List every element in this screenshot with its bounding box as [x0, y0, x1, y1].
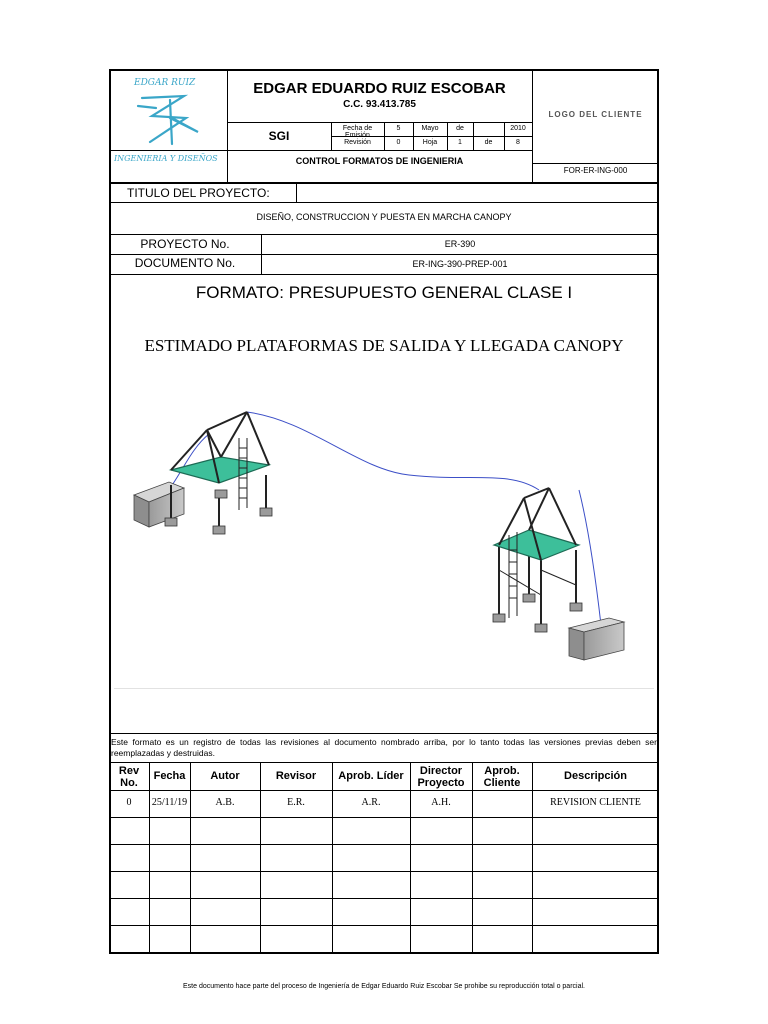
hoja-label: Hoja	[422, 139, 438, 146]
table-row-descripcion: REVISION CLIENTE	[550, 797, 641, 808]
titulo-value: DISEÑO, CONSTRUCCION Y PUESTA EN MARCHA CANOPY	[256, 212, 512, 222]
revision-label: Revisión	[344, 139, 371, 146]
hoja-de: de	[484, 139, 493, 146]
col-header-rev: Rev No.	[118, 765, 140, 789]
table-row-aprob-lider: A.R.	[361, 797, 381, 808]
col-header-aprob-lider: Aprob. Líder	[338, 770, 404, 782]
titulo-label: TITULO DEL PROYECTO:	[127, 186, 270, 200]
col-header-fecha: Fecha	[153, 770, 186, 782]
arrival-platform	[494, 488, 579, 625]
documento-value: ER-ING-390-PREP-001	[412, 259, 508, 269]
fecha-year: 2010	[510, 125, 526, 132]
footer-note: Este documento hace parte del proceso de Ingeniería de Edgar Eduardo Ruiz Escobar Se prohibe su reproducción total o parcial.	[183, 983, 585, 990]
logo-line1: EDGAR RUIZ	[134, 78, 196, 88]
table-row-fecha: 25/11/19	[151, 797, 188, 808]
col-header-descripcion: Descripción	[564, 770, 627, 782]
fecha-month: Mayo	[421, 125, 439, 132]
table-row-revisor: E.R.	[287, 797, 305, 808]
arrival-footings	[493, 594, 582, 632]
client-logo-placeholder: LOGO DEL CLIENTE	[548, 110, 643, 119]
zipline-cable	[247, 412, 539, 490]
revision-table	[109, 762, 659, 954]
sgi-label: SGI	[268, 129, 290, 143]
fecha-label: Fecha de Emisión	[342, 125, 373, 139]
company-name: EDGAR EDUARDO RUIZ ESCOBAR	[253, 80, 506, 97]
col-header-aprob-cliente: Aprob. Cliente	[483, 765, 521, 789]
canopy-platforms-illustration	[109, 390, 659, 690]
documento-label: DOCUMENTO No.	[134, 256, 236, 270]
table-row-rev: 0	[126, 797, 132, 808]
right-anchor-block	[569, 618, 624, 660]
logo-er-icon	[112, 88, 226, 158]
logo-line2: INGENIERIA Y DISEÑOS	[114, 154, 218, 163]
company-id: C.C. 93.413.785	[343, 99, 416, 110]
table-row-director: A.H.	[431, 797, 451, 808]
revision-disclaimer: Este formato es un registro de todas las revisiones al documento nombrado arriba, por lo tanto todas las versiones previas deben ser reemplazadas y destruidas.	[111, 737, 657, 758]
form-code: FOR-ER-ING-000	[563, 166, 628, 175]
estimate-title: ESTIMADO PLATAFORMAS DE SALIDA Y LLEGADA CANOPY	[144, 336, 624, 355]
hoja-total: 8	[516, 139, 520, 146]
departure-platform	[171, 412, 269, 528]
format-title: FORMATO: PRESUPUESTO GENERAL CLASE I	[195, 283, 573, 302]
fecha-de: de	[456, 125, 464, 132]
col-header-director: Director Proyecto	[417, 765, 465, 789]
fecha-day: 5	[396, 125, 401, 132]
revision-value: 0	[396, 139, 401, 146]
proyecto-value: ER-390	[444, 239, 476, 249]
company-logo	[112, 74, 226, 170]
col-header-revisor: Revisor	[275, 770, 317, 782]
control-title: CONTROL FORMATOS DE INGENIERIA	[295, 156, 464, 166]
col-header-autor: Autor	[210, 770, 240, 782]
hoja-value: 1	[458, 139, 462, 146]
proyecto-label: PROYECTO No.	[140, 237, 230, 251]
table-row-autor: A.B.	[215, 797, 235, 808]
